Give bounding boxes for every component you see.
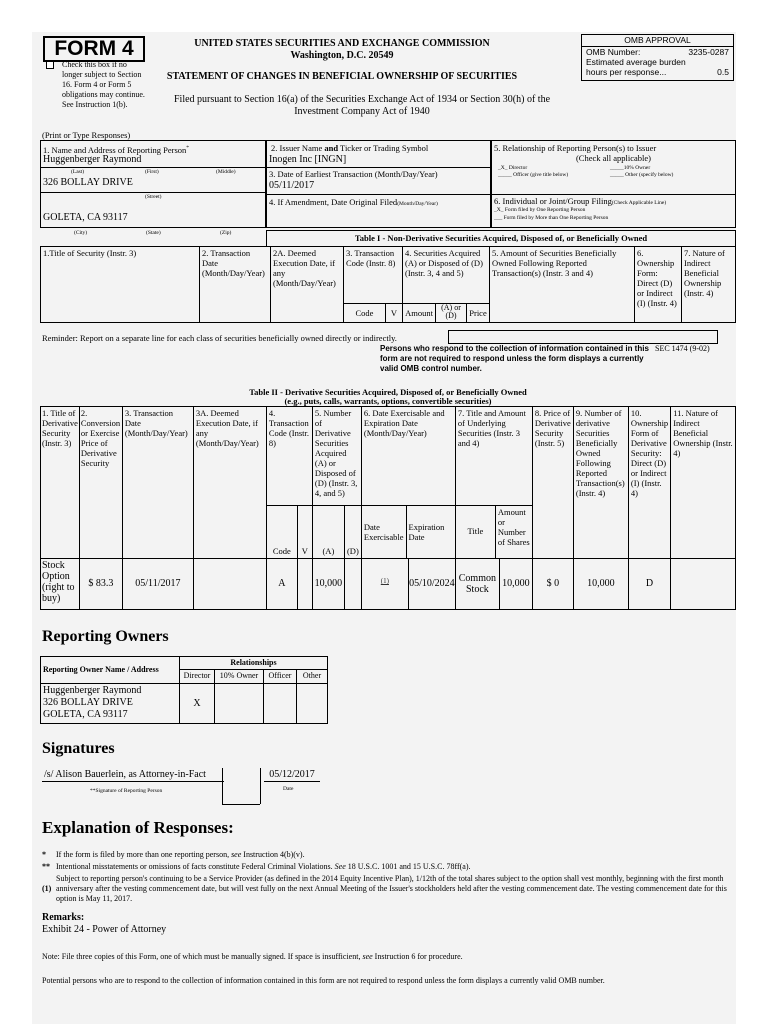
t2-security: Stock Option (right to buy) bbox=[41, 559, 80, 610]
explanation-list bbox=[42, 850, 732, 904]
reporting-owners-heading: Reporting Owners bbox=[42, 628, 169, 645]
state-label: (State) bbox=[146, 230, 161, 236]
ten-pct-owner-option: _____10% Owner bbox=[610, 165, 651, 171]
t2-form: D bbox=[628, 559, 670, 610]
middle-label: (Middle) bbox=[216, 169, 236, 175]
t2-amount-h: Amount or Number of Shares bbox=[497, 507, 530, 547]
t2-price8: $ 0 bbox=[532, 559, 573, 610]
t2-a-h: (A) bbox=[313, 506, 345, 558]
t1-col4: 4. Securities Acquired (A) or Disposed of (D) (Instr. 3, 4 and 5) Amount (A) or (D) Price bbox=[403, 247, 490, 323]
statement-title: STATEMENT OF CHANGES IN BENEFICIAL OWNERSHIP OF SECURITIES bbox=[166, 71, 518, 82]
first-label: (First) bbox=[145, 169, 159, 175]
t2-title-h: Title bbox=[456, 506, 496, 558]
last-label: (Last) bbox=[71, 169, 85, 175]
form-page bbox=[32, 32, 736, 1024]
filed-by-more: ___ Form filed by More than One Reporting Person bbox=[494, 215, 609, 221]
t2-amount: 10,000 bbox=[502, 578, 530, 589]
t2-h2: 2. Conversion or Exercise Price of Derivative Security bbox=[79, 407, 122, 559]
form-title: FORM 4 bbox=[54, 37, 134, 60]
t2-expiration: 05/10/2024 bbox=[409, 578, 455, 589]
signature-line: /s/ Alison Bauerlein, as Attorney-in-Fact bbox=[42, 769, 224, 782]
t2-date-ex-h: Date Exercisable bbox=[362, 506, 407, 558]
table-row bbox=[41, 559, 736, 610]
reporting-owners-table bbox=[40, 656, 328, 724]
t1-amount: Amount bbox=[403, 304, 436, 322]
omb-hours: 0.5 bbox=[717, 67, 729, 77]
city-label: (City) bbox=[74, 230, 88, 236]
t2-h9: 9. Number of derivative Securities Beneficially Owned Following Reported Transaction(s) (Instr. 4) bbox=[573, 407, 628, 559]
officer-header: Officer bbox=[264, 670, 297, 684]
explanation-item-2: ** Intentional misstatements or omissions of facts constitute Federal Criminal Violations. See 18 U.S.C. 1001 and 15 U.S.C. 78ff(a). bbox=[42, 862, 471, 871]
agency-location: Washington, D.C. 20549 bbox=[290, 50, 394, 61]
t2-price: $ 83.3 bbox=[79, 559, 122, 610]
sec-code: SEC 1474 (9-02) bbox=[655, 344, 710, 353]
director-mark: X bbox=[180, 684, 215, 724]
t2-code-h: Code bbox=[267, 506, 298, 558]
signature-date: 05/12/2017 bbox=[264, 769, 320, 782]
t1-col6: 6. Ownership Form: Direct (D) or Indirect (I) (Instr. 4) bbox=[635, 247, 682, 323]
agency-name: UNITED STATES SECURITIES AND EXCHANGE COMMISSION bbox=[194, 38, 490, 49]
other-header: Other bbox=[297, 670, 328, 684]
director-header: Director bbox=[180, 670, 215, 684]
reporting-person-city: GOLETA, CA 93117 bbox=[43, 212, 128, 223]
potential-persons-text: Potential persons who are to respond to the collection of information contained in this form are not required to respond unless the form displays a currently valid OMB number. bbox=[42, 976, 605, 985]
zip-label: (Zip) bbox=[220, 230, 232, 236]
signatures-heading: Signatures bbox=[42, 740, 115, 757]
t1-col1: 1.Title of Security (Instr. 3) bbox=[41, 247, 200, 323]
remarks-heading: Remarks: bbox=[42, 912, 85, 923]
other-option: _____ Other (specify below) bbox=[610, 172, 674, 178]
signature-label: **Signature of Reporting Person bbox=[90, 788, 163, 794]
table-row bbox=[41, 684, 328, 724]
form-title-box bbox=[43, 36, 145, 62]
t2-exercisable[interactable]: (1) bbox=[362, 559, 409, 609]
relationship-box bbox=[491, 140, 736, 228]
owner-address-cell bbox=[41, 684, 180, 724]
earliest-date-value: 05/11/2017 bbox=[269, 180, 315, 191]
t2-h10: 10. Ownership Form of Derivative Security: Direct (D) or Indirect (I) (Instr. 4) bbox=[628, 407, 670, 559]
officer-option: _____ Officer (give title below) bbox=[498, 172, 569, 178]
t2-h11: 11. Nature of Indirect Beneficial Ownership (Instr. 4) bbox=[671, 407, 736, 559]
t2-h1: 1. Title of Derivative Security (Instr. 3) bbox=[41, 407, 80, 559]
remarks-text: Exhibit 24 - Power of Attorney bbox=[42, 924, 167, 935]
owner-street: 326 BOLLAY DRIVE bbox=[43, 697, 133, 708]
t1-code: Code bbox=[344, 304, 386, 322]
t2-h7: 7. Title and Amount of Underlying Securities (Instr. 3 and 4) Title Amount or Number of Shares bbox=[455, 407, 532, 559]
explanation-item-1: * If the form is filed by more than one reporting person, see Instruction 4(b)(v). bbox=[42, 850, 305, 859]
t2-code: A bbox=[267, 559, 298, 609]
t2-h8: 8. Price of Derivative Security (Instr. 5) bbox=[532, 407, 573, 559]
amendment-label: 4. If Amendment, Date Original Filed(Month/Day/Year) bbox=[269, 197, 438, 207]
t1-col2: 2. Transaction Date (Month/Day/Year) bbox=[200, 247, 271, 323]
ten-pct-owner-header: 10% Owner bbox=[215, 670, 264, 684]
owner-city: GOLETA, CA 93117 bbox=[43, 709, 128, 720]
omb-hours-label: hours per response... bbox=[586, 67, 667, 77]
issuer-box bbox=[266, 140, 491, 228]
omb-burden: Estimated average burden bbox=[586, 57, 686, 67]
t2-date: 05/11/2017 bbox=[122, 559, 193, 610]
table2-title: Table II - Derivative Securities Acquired, Disposed of, or Beneficially Owned bbox=[249, 387, 527, 397]
table2-subtitle: (e.g., puts, calls, warrants, options, convertible securities) bbox=[284, 396, 492, 406]
print-type: (Print or Type Responses) bbox=[42, 130, 131, 140]
street-label: (Street) bbox=[145, 194, 162, 200]
t2-a: 10,000 bbox=[313, 559, 345, 609]
t2-nature bbox=[671, 559, 736, 610]
t2-deemed bbox=[193, 559, 266, 610]
reporting-person-label: 1. Name and Address of Reporting Person bbox=[43, 144, 187, 155]
issuer-value: Inogen Inc [INGN] bbox=[269, 154, 347, 165]
t1-price: Price bbox=[469, 308, 487, 318]
issuer-label: 2. Issuer Name and Ticker or Trading Symbol bbox=[271, 143, 429, 153]
t1-col7: 7. Nature of Indirect Beneficial Ownership (Instr. 4) bbox=[682, 247, 736, 323]
t2-h4: 4. Transaction Code (Instr. 8) Code V bbox=[266, 407, 312, 559]
earliest-date-label: 3. Date of Earliest Transaction (Month/Day/Year) bbox=[269, 169, 438, 179]
note-text: Note: File three copies of this Form, one of which must be manually signed. If space is insufficient, see Instruction 6 for procedure. bbox=[42, 952, 463, 961]
t2-h3: 3. Transaction Date (Month/Day/Year) bbox=[122, 407, 193, 559]
t2-exp-h: Expiration Date bbox=[408, 522, 445, 542]
t2-d bbox=[345, 559, 361, 609]
no-longer-subject-checkbox[interactable] bbox=[46, 61, 54, 69]
omb-number-label: OMB Number: bbox=[586, 47, 641, 57]
t2-ad-cell bbox=[312, 559, 361, 610]
checkbox-text: Check this box if no longer subject to Section 16. Form 4 or Form 5 obligations may continue. See Instruction 1(b). bbox=[62, 60, 145, 109]
reporting-person-box bbox=[40, 140, 266, 228]
t2-v bbox=[298, 559, 312, 609]
t2-underlying-cell bbox=[455, 559, 532, 610]
owner-name: Huggenberger Raymond bbox=[43, 685, 142, 696]
reminder-box bbox=[448, 330, 718, 344]
t2-title: Common Stock bbox=[456, 559, 500, 609]
relationship-sub: (Check all applicable) bbox=[575, 153, 652, 163]
t1-v: V bbox=[390, 308, 398, 318]
table1 bbox=[40, 246, 736, 323]
omb-number: 3235-0287 bbox=[688, 47, 729, 57]
persons-respond-notice: Persons who respond to the collection of information contained in this form are not required to respond unless the form displays a currently valid OMB control number. bbox=[380, 344, 649, 373]
omb-approval-box bbox=[581, 34, 734, 81]
filed-by-one: _X_ Form filed by One Reporting Person bbox=[494, 207, 586, 213]
date-label: Date bbox=[283, 786, 294, 792]
t2-h3a: 3A. Deemed Execution Date, if any (Month/Day/Year) bbox=[193, 407, 266, 559]
filed-pursuant: Filed pursuant to Section 16(a) of the Securities Exchange Act of 1934 or Section 30(h) of the Investment Company Act of 1940 bbox=[173, 94, 551, 117]
explanation-heading: Explanation of Responses: bbox=[42, 818, 234, 837]
explanation-item-3: (1) Subject to reporting person's continuing to be a Service Provider (as defined in the 2014 Equity Incentive Plan), 1/12th of the total shares subject to the option shall vest monthly, beginning with the first month anniversary after the vesting commencement date, but will vest fully on the next Annual Meeting of the Issuer's stockholders held after the vesting commencement date. The vesting commencement date for this option is May 11, 2017. bbox=[42, 874, 727, 903]
t2-h6: 6. Date Exercisable and Expiration Date (Month/Day/Year) Date Exercisable Expiration Date bbox=[361, 407, 455, 559]
director-option: _X_ Director bbox=[498, 165, 528, 171]
t1-col5: 5. Amount of Securities Beneficially Owned Following Reported Transaction(s) (Instr. 3 and 4) bbox=[490, 247, 635, 323]
table2 bbox=[40, 406, 736, 610]
star-mark: * bbox=[186, 145, 190, 151]
table1-title: Table I - Non-Derivative Securities Acquired, Disposed of, or Beneficially Owned bbox=[266, 230, 736, 246]
t2-d-h: (D) bbox=[346, 546, 359, 556]
t1-aord: (A) or (D) bbox=[436, 304, 467, 322]
t2-h5: 5. Number of Derivative Securities Acquired (A) or Disposed of (D) (Instr. 3, 4, and 5) (A) (D) bbox=[312, 407, 361, 559]
relationship-label: 5. Relationship of Reporting Person(s) to Issuer bbox=[494, 143, 657, 153]
t1-col3: 3. Transaction Code (Instr. 8) Code V bbox=[344, 247, 403, 323]
reminder: Reminder: Report on a separate line for each class of securities beneficially owned directly or indirectly. bbox=[42, 333, 397, 343]
t2-v-h: V bbox=[301, 546, 308, 556]
omb-title: OMB APPROVAL bbox=[582, 35, 733, 47]
t1-col2a: 2A. Deemed Execution Date, if any (Month/Day/Year) bbox=[271, 247, 344, 323]
t2-code-cell bbox=[266, 559, 312, 610]
t2-owned: 10,000 bbox=[573, 559, 628, 610]
relationships-header: Relationships bbox=[180, 657, 328, 670]
owner-name-header: Reporting Owner Name / Address bbox=[41, 657, 180, 684]
individual-filing-label: 6. Individual or Joint/Group Filing(Check Applicable Line) bbox=[494, 196, 667, 206]
reporting-person-street: 326 BOLLAY DRIVE bbox=[43, 177, 133, 188]
reporting-person-name: Huggenberger Raymond bbox=[43, 154, 142, 165]
t2-dates-cell bbox=[361, 559, 455, 610]
